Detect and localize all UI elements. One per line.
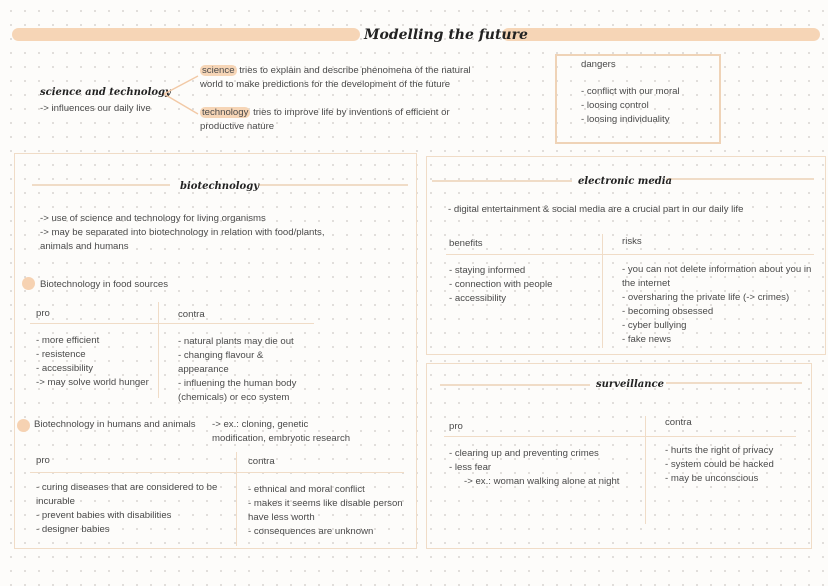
surveillance-pro-label: pro [449,421,463,432]
media-benefits-label: benefits [449,238,483,249]
food-contra-list [178,335,296,405]
media-table-divider [602,234,603,348]
dangers-item: - conflict with our moral [581,86,680,97]
media-risk-item: - cyber bullying [622,320,687,331]
humans-contra-item: - ethnical and moral conflict [248,484,365,495]
surveillance-pro-item: - less fear [449,462,492,473]
humans-contra-item: have less worth [248,512,315,523]
biotech-intro [40,212,325,254]
humans-heading: Biotechnology in humans and animals [34,419,196,430]
media-heading: electronic media [578,176,673,187]
dangers-list [581,85,680,127]
food-table-divider [158,302,159,398]
surveillance-contra-item: - hurts the right of privacy [665,445,774,456]
technology-highlight: technology [202,107,249,118]
science-tech-heading: science and technology [40,87,171,98]
surveillance-rule-right [666,382,802,384]
humans-pro-label: pro [36,455,50,466]
surveillance-pro-item: - clearing up and preventing crimes [449,448,599,459]
science-highlight: science [202,65,235,76]
technology-definition [200,106,450,134]
food-pro-item: - resistence [36,349,86,360]
surveillance-pro-example: -> ex.: woman walking alone at night [464,476,620,487]
media-benefit-item: - accessibility [449,293,507,304]
biotech-rule-right [258,184,408,186]
media-risk-item: - fake news [622,334,672,345]
biotech-heading: biotechnology [180,181,260,192]
food-pro-list [36,334,149,390]
biotech-rule-left [32,184,170,186]
biotech-intro-line: -> may be separated into biotechnology in relation with food/plants, [40,227,325,238]
food-pro-label: pro [36,308,50,319]
humans-contra-label: contra [248,456,275,467]
humans-table-divider [236,452,237,546]
food-pro-item: - more efficient [36,335,100,346]
media-risk-item: - you can not delete information about you in [622,264,812,275]
humans-pro-item: - prevent babies with disabilities [36,510,172,521]
food-contra-item: (chemicals) or eco system [178,392,290,403]
food-contra-label: contra [178,309,205,320]
food-pro-item: - accessibility [36,363,94,374]
food-contra-item: - influening the human body [178,378,297,389]
title-bar-right [502,28,820,41]
science-text-1: tries to explain and describe phenomena of the natural [236,65,471,76]
humans-contra-item: - consequences are unknown [248,526,374,537]
food-contra-item: - natural plants may die out [178,336,294,347]
dangers-item: - loosing control [581,100,649,111]
biotech-intro-line: -> use of science and technology for living organisms [40,213,266,224]
food-contra-item: - changing flavour & [178,350,264,361]
bullet-dot-humans [17,419,30,432]
surveillance-heading: surveillance [596,379,664,390]
media-benefit-item: - connection with people [449,279,553,290]
page-title: Modelling the future [364,27,528,43]
dangers-item: - loosing individuality [581,114,670,125]
technology-text-1: tries to improve life by inventions of efficient or [250,107,450,118]
humans-contra-item: - makes it seems like disable person [248,498,403,509]
media-table-rule [446,254,814,255]
surveillance-contra-item: - system could be hacked [665,459,774,470]
science-text-2: world to make predictions for the development of the future [200,79,451,90]
food-heading: Biotechnology in food sources [40,279,168,290]
media-benefit-item: - staying informed [449,265,526,276]
media-benefits-list [449,264,552,306]
humans-note-2: modification, embryotic research [212,433,351,444]
media-rule-left [432,180,572,182]
media-risk-item: - oversharing the private life (-> crimes) [622,292,790,303]
surveillance-rule-left [440,384,590,386]
media-risk-item: - becoming obsessed [622,306,714,317]
humans-pro-list [36,481,217,537]
humans-pro-item: - designer babies [36,524,110,535]
media-risks-label: risks [622,236,642,247]
surveillance-table-divider [645,416,646,524]
surveillance-contra-label: contra [665,417,692,428]
media-rule-right [666,178,814,180]
biotech-intro-line: animals and humans [40,241,129,252]
technology-text-2: productive nature [200,121,275,132]
media-risks-list [622,263,811,347]
surveillance-table-rule [444,436,796,437]
media-risk-item: the internet [622,278,671,289]
surveillance-contra-item: - may be unconscious [665,473,759,484]
humans-contra-list [248,483,403,539]
title-bar-left [12,28,360,41]
science-definition [200,64,471,92]
humans-pro-item: - curing diseases that are considered to be [36,482,218,493]
media-intro: - digital entertainment & social media are a crucial part in our daily life [448,204,744,215]
humans-pro-item: incurable [36,496,75,507]
food-table-rule [30,323,314,324]
dangers-heading: dangers [581,59,616,70]
food-pro-item: -> may solve world hunger [36,377,149,388]
food-contra-item: appearance [178,364,229,375]
humans-note-1: -> ex.: cloning, genetic [212,419,309,430]
surveillance-contra-list [665,444,774,486]
bullet-dot-food [22,277,35,290]
humans-table-rule [30,472,404,473]
science-tech-sub: -> influences our daily live [40,103,151,114]
surveillance-pro-list [449,447,619,489]
